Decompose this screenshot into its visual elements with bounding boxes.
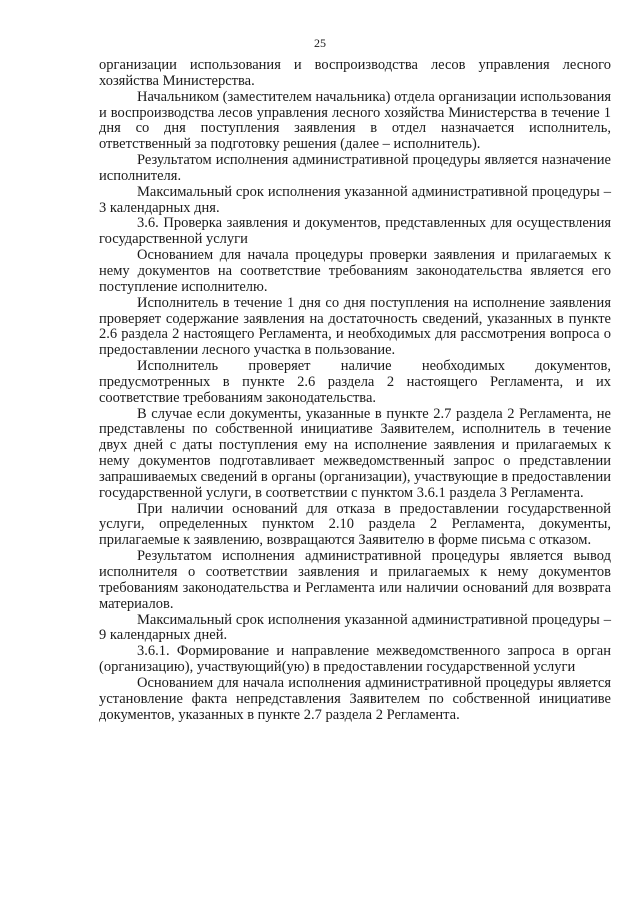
paragraph: При наличии оснований для отказа в предоставлении государственной услуги, определенных пунктом 2.10 раздела 2 Регламента, документы, прилагаемые к заявлению, возвращаются Заявителю в форме письма с отказом. [99, 500, 611, 549]
paragraph: Исполнитель в течение 1 дня со дня поступления на исполнение заявления проверяет содержание заявления на достаточность сведений, указанных в пункте 2.6 раздела 2 настоящего Регламента, и необходимых для рассмотрения вопроса о предоставлении лесного участка в пользование. [99, 294, 611, 359]
paragraph: Основанием для начала исполнения административной процедуры является установление факта непредставления Заявителем по собственной инициативе документов, указанных в пункте 2.7 раздела 2 Регламента. [99, 674, 611, 723]
paragraph: Максимальный срок исполнения указанной административной процедуры – 3 календарных дня. [99, 183, 611, 216]
paragraph: Начальником (заместителем начальника) отдела организации использования и воспроизводства лесов управления лесного хозяйства Министерства в течение 1 дня со дня поступления заявления в отдел назначается исполнитель, ответственный за подготовку решения (далее – исполнитель). [99, 88, 611, 153]
paragraph: Результатом исполнения административной процедуры является вывод исполнителя о соответствии заявления и прилагаемых к нему документов требованиям законодательства и Регламента или наличии оснований для возврата материалов. [99, 548, 611, 612]
document-body [99, 58, 611, 723]
section-heading-3-6-1: 3.6.1. Формирование и направление межведомственного запроса в орган (организацию), участвующий(ую) в предоставлении государственной услуги [99, 643, 611, 676]
paragraph: В случае если документы, указанные в пункте 2.7 раздела 2 Регламента, не представлены по собственной инициативе Заявителем, исполнитель в течение двух дней с даты поступления ему на исполнение заявления и прилагаемых к нему документов подготавливает межведомственный запрос о представлении запрашиваемых сведений в органы (организации), участвующие в предоставлении государственной услуги, в соответствии с пунктом 3.6.1 раздела 3 Регламента. [99, 405, 611, 501]
page-number: 25 [314, 36, 326, 50]
paragraph: организации использования и воспроизводства лесов управления лесного хозяйства Министерства. [99, 57, 611, 89]
paragraph: Основанием для начала процедуры проверки заявления и прилагаемых к нему документов на соответствие требованиям законодательства является его поступление исполнителю. [99, 247, 611, 295]
paragraph: Максимальный срок исполнения указанной административной процедуры – 9 календарных дней. [99, 611, 611, 644]
paragraph: Исполнитель проверяет наличие необходимых документов, предусмотренных в пункте 2.6 раздела 2 настоящего Регламента, и их соответствие требованиям законодательства. [99, 358, 611, 406]
section-heading-3-6: 3.6. Проверка заявления и документов, представленных для осуществления государственной услуги [99, 215, 611, 248]
paragraph: Результатом исполнения административной процедуры является назначение исполнителя. [99, 152, 611, 184]
